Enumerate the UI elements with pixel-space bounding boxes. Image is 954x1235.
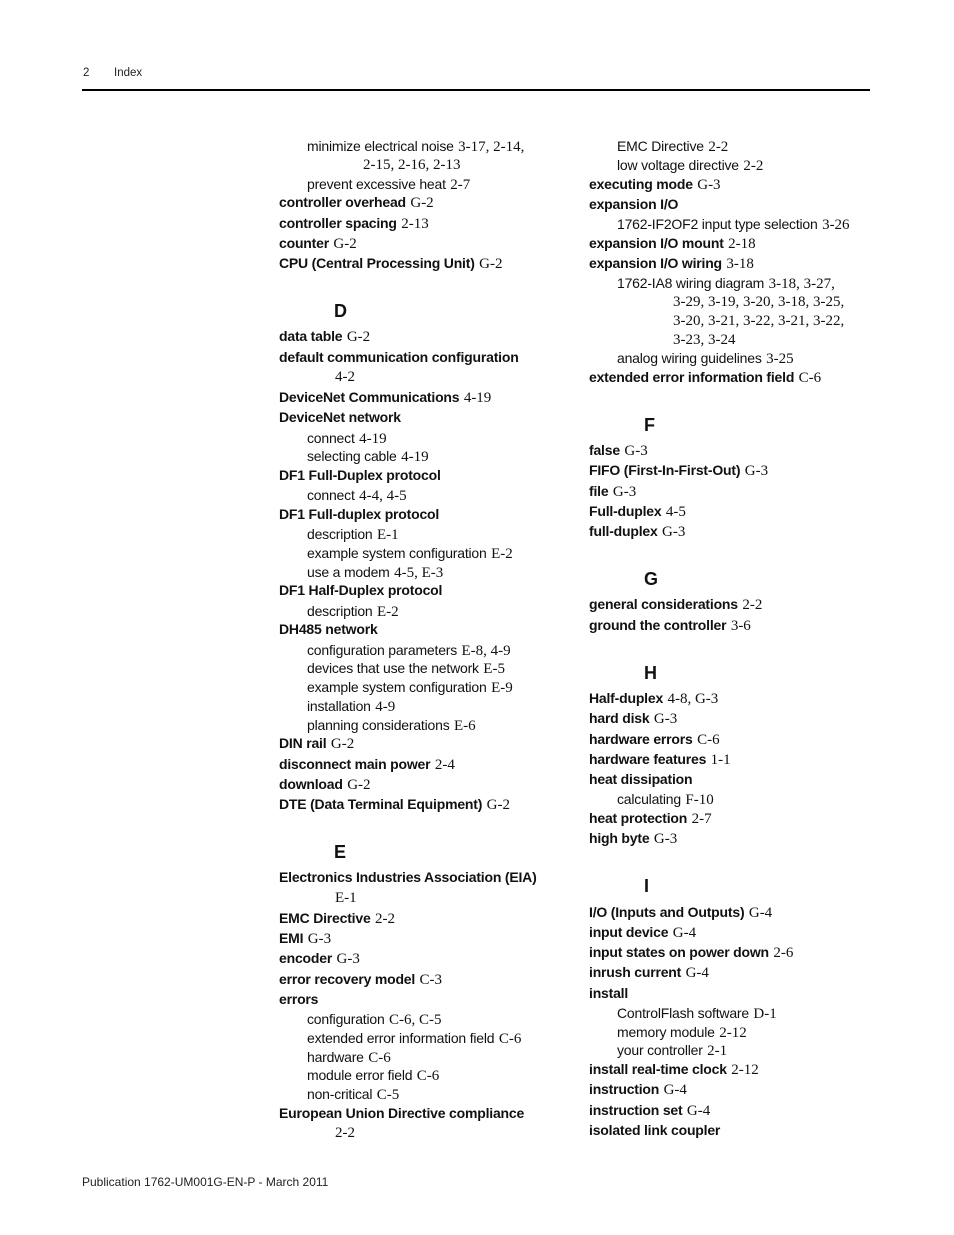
publication-footer: Publication 1762-UM001G-EN-P - March 2011 (82, 1175, 329, 1189)
index-entry: expansion I/O (589, 196, 679, 212)
index-letter-heading: H (644, 663, 657, 683)
index-entry: DIN rail G-2 (279, 735, 355, 752)
index-entry: controller overhead G-2 (279, 194, 434, 211)
index-subentry-continuation: 3-29, 3-19, 3-20, 3-18, 3-25, (673, 294, 845, 310)
index-letter-heading: I (644, 876, 650, 896)
index-entry: inrush current G-4 (589, 964, 709, 981)
index-entry: file G-3 (589, 483, 637, 500)
index-entry: controller spacing 2-13 (279, 215, 429, 232)
index-entry: general considerations 2-2 (589, 596, 763, 613)
index-entry: DF1 Full-Duplex protocol (279, 467, 441, 483)
index-subentry: planning considerations E-6 (307, 717, 476, 734)
index-entry: DF1 Half-Duplex protocol (279, 582, 443, 598)
index-subentry: selecting cable 4-19 (307, 448, 429, 465)
index-letter-heading: D (334, 301, 347, 321)
index-entry: false G-3 (589, 442, 648, 459)
index-letter-heading: E (334, 842, 347, 862)
index-entry: high byte G-3 (589, 830, 678, 847)
index-letter-heading: F (644, 415, 655, 435)
index-entry: heat dissipation (589, 771, 693, 787)
index-subentry: 1762-IA8 wiring diagram 3-18, 3-27, (617, 275, 835, 292)
index-entry: DF1 Full-duplex protocol (279, 506, 440, 522)
index-subentry: installation 4-9 (307, 698, 396, 715)
index-subentry: description E-1 (307, 526, 399, 543)
index-subentry: connect 4-4, 4-5 (307, 487, 407, 504)
index-entry: encoder G-3 (279, 950, 360, 967)
index-entry: instruction G-4 (589, 1081, 687, 1098)
index-entry: download G-2 (279, 776, 371, 793)
index-subentry: minimize electrical noise 3-17, 2-14, (307, 138, 525, 155)
index-subentry: calculating F-10 (617, 791, 714, 808)
index-entry: error recovery model C-3 (279, 971, 443, 988)
index-entry: executing mode G-3 (589, 176, 721, 193)
index-subentry: your controller 2-1 (617, 1042, 728, 1059)
index-entry: DTE (Data Terminal Equipment) G-2 (279, 796, 510, 813)
index-subentry-continuation: 2-15, 2-16, 2-13 (363, 157, 461, 173)
index-subentry: low voltage directive 2-2 (617, 157, 764, 174)
index-entry: isolated link coupler (589, 1122, 721, 1138)
index-entry: DeviceNet Communications 4-19 (279, 389, 492, 406)
header-rule (82, 89, 870, 91)
index-entry-continuation: 2-2 (335, 1125, 355, 1141)
index-entry: Half-duplex 4-8, G-3 (589, 690, 719, 707)
index-letter-heading: G (644, 569, 659, 589)
index-entry: Full-duplex 4-5 (589, 503, 686, 520)
index-entry: EMC Directive 2-2 (279, 910, 395, 927)
index-subentry: configuration parameters E-8, 4-9 (307, 642, 511, 659)
page-number: 2 (83, 67, 90, 79)
index-entry: CPU (Central Processing Unit) G-2 (279, 255, 503, 272)
index-subentry: prevent excessive heat 2-7 (307, 176, 471, 193)
index-subentry: hardware C-6 (307, 1049, 391, 1066)
index-entry: DeviceNet network (279, 409, 401, 425)
index-entry: instruction set G-4 (589, 1102, 711, 1119)
index-entry: full-duplex G-3 (589, 523, 686, 540)
running-head: Index (114, 67, 143, 79)
index-entry: expansion I/O mount 2-18 (589, 235, 756, 252)
index-entry: I/O (Inputs and Outputs) G-4 (589, 904, 773, 921)
index-subentry: description E-2 (307, 603, 399, 620)
index-subentry: ControlFlash software D-1 (617, 1005, 777, 1022)
index-subentry: EMC Directive 2-2 (617, 138, 729, 155)
index-entry: default communication configuration (279, 349, 519, 365)
index-entry: Electronics Industries Association (EIA) (279, 869, 537, 885)
index-subentry: use a modem 4-5, E-3 (307, 564, 444, 581)
index-subentry: 1762-IF2OF2 input type selection 3-26 (617, 216, 850, 233)
index-entry: ground the controller 3-6 (589, 617, 751, 634)
index-entry: input device G-4 (589, 924, 697, 941)
index-entry: EMI G-3 (279, 930, 332, 947)
index-subentry-continuation: 3-20, 3-21, 3-22, 3-21, 3-22, (673, 313, 845, 329)
index-entry: data table G-2 (279, 328, 371, 345)
index-entry: expansion I/O wiring 3-18 (589, 255, 754, 272)
index-entry: extended error information field C-6 (589, 369, 822, 386)
index-subentry: example system configuration E-2 (307, 545, 513, 562)
index-entry: input states on power down 2-6 (589, 944, 794, 961)
index-entry-continuation: 4-2 (335, 369, 355, 385)
index-subentry: analog wiring guidelines 3-25 (617, 350, 794, 367)
index-entry: European Union Directive compliance (279, 1105, 525, 1121)
index-subentry: connect 4-19 (307, 430, 387, 447)
index-entry: heat protection 2-7 (589, 810, 712, 827)
index-entry-continuation: E-1 (335, 890, 357, 906)
index-entry: disconnect main power 2-4 (279, 756, 455, 773)
index-entry: hardware errors C-6 (589, 731, 720, 748)
index-entry: counter G-2 (279, 235, 357, 252)
index-entry: hard disk G-3 (589, 710, 678, 727)
index-subentry-continuation: 3-23, 3-24 (673, 332, 736, 348)
index-entry: errors (279, 991, 319, 1007)
index-entry: hardware features 1-1 (589, 751, 731, 768)
index-entry: install real-time clock 2-12 (589, 1061, 759, 1078)
index-subentry: devices that use the network E-5 (307, 660, 505, 677)
index-entry: FIFO (First-In-First-Out) G-3 (589, 462, 769, 479)
index-subentry: memory module 2-12 (617, 1024, 747, 1041)
index-subentry: module error field C-6 (307, 1067, 440, 1084)
index-subentry: non-critical C-5 (307, 1086, 400, 1103)
index-subentry: extended error information field C-6 (307, 1030, 522, 1047)
index-entry: DH485 network (279, 621, 378, 637)
index-subentry: example system configuration E-9 (307, 679, 513, 696)
index-subentry: configuration C-6, C-5 (307, 1011, 442, 1028)
index-entry: install (589, 985, 629, 1001)
